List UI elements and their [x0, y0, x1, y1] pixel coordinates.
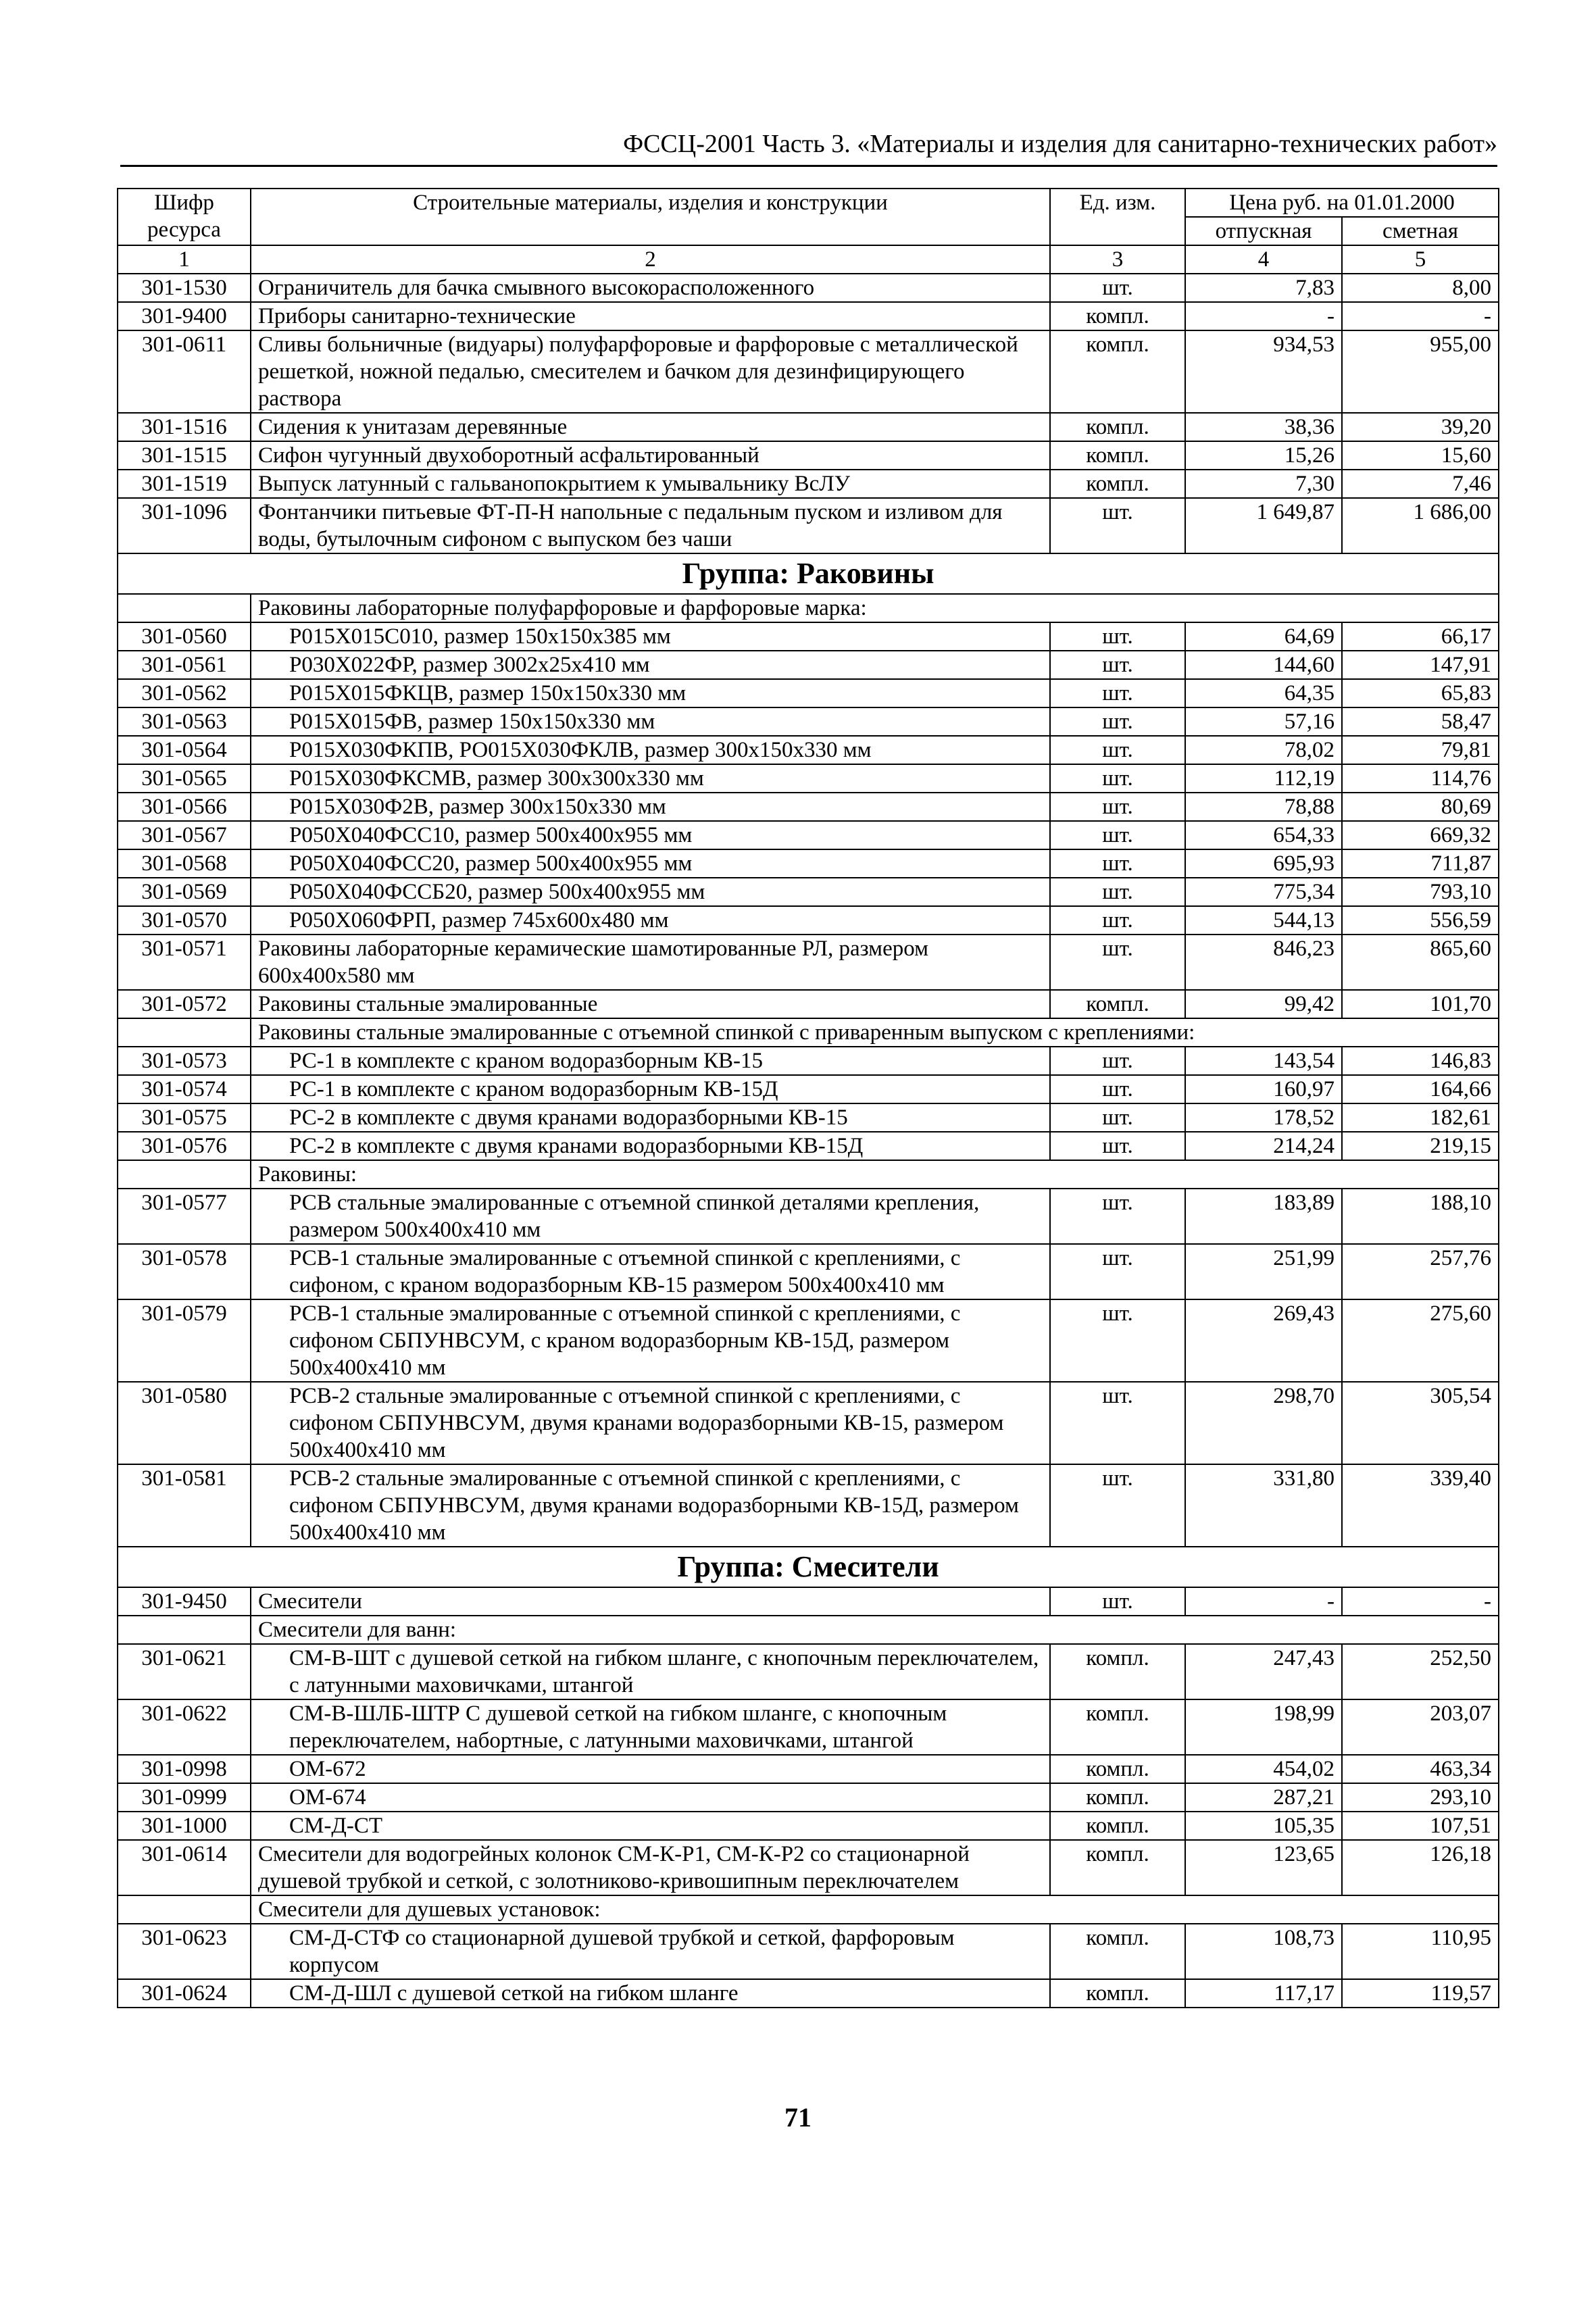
resource-code: 301-0581 [118, 1464, 251, 1547]
resource-code: 301-0568 [118, 849, 251, 878]
resource-code: 301-0569 [118, 878, 251, 906]
price-estimate: 339,40 [1342, 1464, 1499, 1547]
price-release: 7,83 [1185, 274, 1342, 302]
item-name: Р050Х040ФСС20, размер 500x400x955 мм [251, 849, 1050, 878]
unit: шт. [1050, 793, 1185, 821]
table-row [118, 707, 1499, 736]
price-estimate: - [1342, 1587, 1499, 1616]
unit: компл. [1050, 1699, 1185, 1755]
item-name: РСВ-1 стальные эмалированные с отъемной спинкой с креплениями, с сифоном СБПУНВСУМ, с краном водоразборным КВ-15Д, размером 500x400x410 мм [251, 1299, 1050, 1382]
resource-code: 301-0575 [118, 1103, 251, 1132]
table-row [118, 1783, 1499, 1812]
price-estimate: 219,15 [1342, 1132, 1499, 1160]
subheader-row [118, 1018, 1499, 1047]
item-name: Р015Х015С010, размер 150x150x385 мм [251, 622, 1050, 651]
price-estimate: 955,00 [1342, 330, 1499, 413]
col-price-estimate-header: сметная [1342, 217, 1499, 245]
price-estimate: 164,66 [1342, 1075, 1499, 1103]
price-release: 160,97 [1185, 1075, 1342, 1103]
header-rule [120, 165, 1497, 167]
unit: шт. [1050, 1382, 1185, 1464]
unit: компл. [1050, 990, 1185, 1018]
unit: шт. [1050, 821, 1185, 849]
item-name: ОМ-672 [251, 1755, 1050, 1783]
price-estimate: 556,59 [1342, 906, 1499, 935]
unit: компл. [1050, 470, 1185, 498]
unit: шт. [1050, 622, 1185, 651]
table-row [118, 1812, 1499, 1840]
price-estimate: 114,76 [1342, 764, 1499, 793]
item-name: РС-1 в комплекте с краном водоразборным КВ-15Д [251, 1075, 1050, 1103]
col-number: 4 [1185, 245, 1342, 274]
table-row [118, 1587, 1499, 1616]
resource-code: 301-9450 [118, 1587, 251, 1616]
table-row [118, 906, 1499, 935]
price-release: 108,73 [1185, 1924, 1342, 1979]
unit: шт. [1050, 849, 1185, 878]
price-release: 78,88 [1185, 793, 1342, 821]
table-row [118, 498, 1499, 553]
item-name: Ограничитель для бачка смывного высокорасположенного [251, 274, 1050, 302]
table-row [118, 1840, 1499, 1895]
col-code-header: Шифр ресурса [118, 189, 251, 245]
item-name: Р015Х015ФВ, размер 150x150x330 мм [251, 707, 1050, 736]
unit: шт. [1050, 274, 1185, 302]
table-row [118, 1299, 1499, 1382]
price-estimate: 1 686,00 [1342, 498, 1499, 553]
page-header: ФССЦ-2001 Часть 3. «Материалы и изделия для санитарно-технических работ» [623, 130, 1497, 158]
price-estimate: 252,50 [1342, 1644, 1499, 1699]
subheader-text: Раковины лабораторные полуфарфоровые и фарфоровые марка: [251, 594, 1499, 622]
unit: шт. [1050, 1047, 1185, 1075]
price-release: 775,34 [1185, 878, 1342, 906]
item-name: ОМ-674 [251, 1783, 1050, 1812]
table-row [118, 935, 1499, 990]
resource-code: 301-0576 [118, 1132, 251, 1160]
resource-code: 301-0577 [118, 1189, 251, 1244]
empty-code-cell [118, 1616, 251, 1644]
price-estimate: 101,70 [1342, 990, 1499, 1018]
table-row [118, 1075, 1499, 1103]
price-estimate: 15,60 [1342, 441, 1499, 470]
unit: компл. [1050, 1812, 1185, 1840]
price-estimate: 8,00 [1342, 274, 1499, 302]
unit: компл. [1050, 330, 1185, 413]
price-release: 117,17 [1185, 1979, 1342, 2008]
unit: шт. [1050, 679, 1185, 707]
item-name: Раковины лабораторные керамические шамотированные РЛ, размером 600x400x580 мм [251, 935, 1050, 990]
table-row [118, 1644, 1499, 1699]
price-release: 7,30 [1185, 470, 1342, 498]
resource-code: 301-1516 [118, 413, 251, 441]
price-estimate: 188,10 [1342, 1189, 1499, 1244]
unit: компл. [1050, 1783, 1185, 1812]
table-body [118, 274, 1499, 2008]
subheader-row [118, 594, 1499, 622]
price-estimate: 146,83 [1342, 1047, 1499, 1075]
price-release: 269,43 [1185, 1299, 1342, 1382]
resource-code: 301-0565 [118, 764, 251, 793]
unit: шт. [1050, 707, 1185, 736]
resource-code: 301-1515 [118, 441, 251, 470]
resource-code: 301-0621 [118, 1644, 251, 1699]
table-row [118, 849, 1499, 878]
table-row [118, 1382, 1499, 1464]
table-row [118, 764, 1499, 793]
col-number: 2 [251, 245, 1050, 274]
unit: шт. [1050, 1464, 1185, 1547]
price-estimate: 669,32 [1342, 821, 1499, 849]
item-name: Р015Х030ФКСМВ, размер 300x300x330 мм [251, 764, 1050, 793]
price-release: 183,89 [1185, 1189, 1342, 1244]
item-name: РСВ-1 стальные эмалированные с отъемной спинкой с креплениями, с сифоном, с краном водоразборным КВ-15 размером 500x400x410 мм [251, 1244, 1050, 1299]
resource-code: 301-0561 [118, 651, 251, 679]
item-name: Сливы больничные (видуары) полуфарфоровые и фарфоровые с металлической решеткой, ножной педалью, смесителем и бачком для дезинфицирующего раствора [251, 330, 1050, 413]
price-release: 287,21 [1185, 1783, 1342, 1812]
unit: шт. [1050, 764, 1185, 793]
table-row [118, 679, 1499, 707]
resource-code: 301-0578 [118, 1244, 251, 1299]
group-title: Группа: Смесители [118, 1547, 1499, 1587]
resource-code: 301-1519 [118, 470, 251, 498]
item-name: Приборы санитарно-технические [251, 302, 1050, 330]
price-release: - [1185, 302, 1342, 330]
item-name: Смесители [251, 1587, 1050, 1616]
unit: шт. [1050, 1075, 1185, 1103]
resource-code: 301-0566 [118, 793, 251, 821]
col-number: 3 [1050, 245, 1185, 274]
unit: шт. [1050, 736, 1185, 764]
resource-code: 301-9400 [118, 302, 251, 330]
price-estimate: 147,91 [1342, 651, 1499, 679]
table-row [118, 413, 1499, 441]
price-estimate: 793,10 [1342, 878, 1499, 906]
price-estimate: 79,81 [1342, 736, 1499, 764]
price-estimate: 66,17 [1342, 622, 1499, 651]
empty-code-cell [118, 1895, 251, 1924]
resource-code: 301-0573 [118, 1047, 251, 1075]
price-release: 64,69 [1185, 622, 1342, 651]
table-row [118, 302, 1499, 330]
unit: шт. [1050, 906, 1185, 935]
table-row [118, 1924, 1499, 1979]
resource-code: 301-0570 [118, 906, 251, 935]
unit: шт. [1050, 878, 1185, 906]
table-row [118, 441, 1499, 470]
price-release: 15,26 [1185, 441, 1342, 470]
unit: шт. [1050, 1587, 1185, 1616]
price-release: 331,80 [1185, 1464, 1342, 1547]
price-release: 57,16 [1185, 707, 1342, 736]
item-name: РС-1 в комплекте с краном водоразборным КВ-15 [251, 1047, 1050, 1075]
table-row [118, 990, 1499, 1018]
price-estimate: 126,18 [1342, 1840, 1499, 1895]
item-name: РС-2 в комплекте с двумя кранами водоразборными КВ-15Д [251, 1132, 1050, 1160]
resource-code: 301-0999 [118, 1783, 251, 1812]
table-row [118, 1132, 1499, 1160]
item-name: СМ-Д-СТ [251, 1812, 1050, 1840]
item-name: Выпуск латунный с гальванопокрытием к умывальнику ВсЛУ [251, 470, 1050, 498]
empty-code-cell [118, 1160, 251, 1189]
price-estimate: 119,57 [1342, 1979, 1499, 2008]
unit: шт. [1050, 498, 1185, 553]
price-release: 144,60 [1185, 651, 1342, 679]
price-estimate: 110,95 [1342, 1924, 1499, 1979]
table-row [118, 793, 1499, 821]
item-name: Сифон чугунный двухоборотный асфальтированный [251, 441, 1050, 470]
price-release: 38,36 [1185, 413, 1342, 441]
item-name: РСВ-2 стальные эмалированные с отъемной спинкой с креплениями, с сифоном СБПУНВСУМ, двумя кранами водоразборными КВ-15Д, размером 500x400x410 мм [251, 1464, 1050, 1547]
item-name: СМ-Д-ШЛ с душевой сеткой на гибком шланге [251, 1979, 1050, 2008]
page-number: 71 [784, 2102, 812, 2133]
item-name: Р015Х030Ф2В, размер 300x150x330 мм [251, 793, 1050, 821]
item-name: Р050Х060ФРП, размер 745x600x480 мм [251, 906, 1050, 935]
subheader-row [118, 1895, 1499, 1924]
unit: компл. [1050, 1755, 1185, 1783]
unit: шт. [1050, 1132, 1185, 1160]
col-unit-header: Ед. изм. [1050, 189, 1185, 245]
unit: шт. [1050, 1189, 1185, 1244]
price-release: 198,99 [1185, 1699, 1342, 1755]
price-estimate: 293,10 [1342, 1783, 1499, 1812]
resource-code: 301-0571 [118, 935, 251, 990]
item-name: СМ-В-ШЛБ-ШТР С душевой сеткой на гибком шланге, с кнопочным переключателем, набортные, с латунными маховичками, штангой [251, 1699, 1050, 1755]
item-name: Сидения к унитазам деревянные [251, 413, 1050, 441]
unit: шт. [1050, 1103, 1185, 1132]
unit: компл. [1050, 441, 1185, 470]
price-estimate: 58,47 [1342, 707, 1499, 736]
subheader-text: Смесители для ванн: [251, 1616, 1499, 1644]
price-estimate: 39,20 [1342, 413, 1499, 441]
resource-code: 301-0624 [118, 1979, 251, 2008]
subheader-row [118, 1616, 1499, 1644]
unit: компл. [1050, 1840, 1185, 1895]
unit: компл. [1050, 1979, 1185, 2008]
table-row [118, 1103, 1499, 1132]
price-estimate: 463,34 [1342, 1755, 1499, 1783]
price-release: 934,53 [1185, 330, 1342, 413]
item-name: РС-2 в комплекте с двумя кранами водоразборными КВ-15 [251, 1103, 1050, 1132]
item-name: Р015Х030ФКПВ, РО015Х030ФКЛВ, размер 300x150x330 мм [251, 736, 1050, 764]
price-release: 178,52 [1185, 1103, 1342, 1132]
unit: шт. [1050, 1244, 1185, 1299]
price-release: 143,54 [1185, 1047, 1342, 1075]
item-name: РСВ-2 стальные эмалированные с отъемной спинкой с креплениями, с сифоном СБПУНВСУМ, двумя кранами водоразборными КВ-15, размером 500x400x410 мм [251, 1382, 1050, 1464]
table-row [118, 1979, 1499, 2008]
table-row [118, 622, 1499, 651]
unit: компл. [1050, 302, 1185, 330]
unit: шт. [1050, 651, 1185, 679]
resource-code: 301-0611 [118, 330, 251, 413]
group-row [118, 1547, 1499, 1587]
resource-code: 301-0574 [118, 1075, 251, 1103]
resource-code: 301-0998 [118, 1755, 251, 1783]
resource-code: 301-0622 [118, 1699, 251, 1755]
item-name: СМ-В-ШТ с душевой сеткой на гибком шланге, с кнопочным переключателем, с латунными маховичками, штангой [251, 1644, 1050, 1699]
unit: компл. [1050, 413, 1185, 441]
col-name-header: Строительные материалы, изделия и конструкции [251, 189, 1050, 245]
price-release: 105,35 [1185, 1812, 1342, 1840]
price-release: 654,33 [1185, 821, 1342, 849]
price-estimate: 305,54 [1342, 1382, 1499, 1464]
price-release: 78,02 [1185, 736, 1342, 764]
table-row [118, 878, 1499, 906]
price-estimate: 7,46 [1342, 470, 1499, 498]
item-name: Р050Х040ФССБ20, размер 500x400x955 мм [251, 878, 1050, 906]
resource-code: 301-0580 [118, 1382, 251, 1464]
item-name: СМ-Д-СТФ со стационарной душевой трубкой и сеткой, фарфоровым корпусом [251, 1924, 1050, 1979]
col-price-header: Цена руб. на 01.01.2000 [1185, 189, 1499, 217]
price-release: - [1185, 1587, 1342, 1616]
table-row [118, 470, 1499, 498]
col-number: 1 [118, 245, 251, 274]
price-release: 695,93 [1185, 849, 1342, 878]
table-row [118, 1699, 1499, 1755]
table-row [118, 651, 1499, 679]
table-row [118, 330, 1499, 413]
price-release: 112,19 [1185, 764, 1342, 793]
price-release: 544,13 [1185, 906, 1342, 935]
price-table [117, 188, 1499, 2008]
price-estimate: 711,87 [1342, 849, 1499, 878]
resource-code: 301-0564 [118, 736, 251, 764]
price-estimate: 107,51 [1342, 1812, 1499, 1840]
price-release: 123,65 [1185, 1840, 1342, 1895]
col-price-release-header: отпускная [1185, 217, 1342, 245]
price-estimate: 257,76 [1342, 1244, 1499, 1299]
unit: шт. [1050, 935, 1185, 990]
table-row [118, 736, 1499, 764]
price-release: 298,70 [1185, 1382, 1342, 1464]
group-row [118, 553, 1499, 594]
item-name: Фонтанчики питьевые ФТ-П-Н напольные с педальным пуском и изливом для воды, бутылочным сифоном с выпуском без чаши [251, 498, 1050, 553]
price-estimate: 275,60 [1342, 1299, 1499, 1382]
table-row [118, 821, 1499, 849]
price-release: 99,42 [1185, 990, 1342, 1018]
unit: компл. [1050, 1644, 1185, 1699]
price-release: 214,24 [1185, 1132, 1342, 1160]
item-name: РСВ стальные эмалированные с отъемной спинкой деталями крепления, размером 500x400x410 мм [251, 1189, 1050, 1244]
subheader-text: Раковины стальные эмалированные с отъемной спинкой с приваренным выпуском с креплениями: [251, 1018, 1499, 1047]
price-release: 454,02 [1185, 1755, 1342, 1783]
resource-code: 301-0572 [118, 990, 251, 1018]
price-estimate: 65,83 [1342, 679, 1499, 707]
price-release: 251,99 [1185, 1244, 1342, 1299]
resource-code: 301-1000 [118, 1812, 251, 1840]
unit: шт. [1050, 1299, 1185, 1382]
resource-code: 301-1530 [118, 274, 251, 302]
price-estimate: 203,07 [1342, 1699, 1499, 1755]
subheader-text: Смесители для душевых установок: [251, 1895, 1499, 1924]
subheader-row [118, 1160, 1499, 1189]
resource-code: 301-0562 [118, 679, 251, 707]
unit: компл. [1050, 1924, 1185, 1979]
table-row [118, 1244, 1499, 1299]
resource-code: 301-1096 [118, 498, 251, 553]
price-estimate: 865,60 [1342, 935, 1499, 990]
empty-code-cell [118, 594, 251, 622]
table-row [118, 1755, 1499, 1783]
resource-code: 301-0614 [118, 1840, 251, 1895]
price-estimate: 80,69 [1342, 793, 1499, 821]
table-row [118, 274, 1499, 302]
resource-code: 301-0567 [118, 821, 251, 849]
table-row [118, 1189, 1499, 1244]
item-name: Раковины стальные эмалированные [251, 990, 1050, 1018]
item-name: Р015Х015ФКЦВ, размер 150x150x330 мм [251, 679, 1050, 707]
empty-code-cell [118, 1018, 251, 1047]
subheader-text: Раковины: [251, 1160, 1499, 1189]
resource-code: 301-0623 [118, 1924, 251, 1979]
price-release: 64,35 [1185, 679, 1342, 707]
price-release: 247,43 [1185, 1644, 1342, 1699]
resource-code: 301-0579 [118, 1299, 251, 1382]
item-name: Р050Х040ФСС10, размер 500x400x955 мм [251, 821, 1050, 849]
table-row [118, 1047, 1499, 1075]
price-estimate: 182,61 [1342, 1103, 1499, 1132]
price-release: 846,23 [1185, 935, 1342, 990]
col-number: 5 [1342, 245, 1499, 274]
resource-code: 301-0563 [118, 707, 251, 736]
group-title: Группа: Раковины [118, 553, 1499, 594]
item-name: Р030Х022ФР, размер 3002x25x410 мм [251, 651, 1050, 679]
resource-code: 301-0560 [118, 622, 251, 651]
item-name: Смесители для водогрейных колонок СМ-К-Р1, СМ-К-Р2 со стационарной душевой трубкой и сеткой, с золотниково-кривошипным переключателем [251, 1840, 1050, 1895]
price-estimate: - [1342, 302, 1499, 330]
table-row [118, 1464, 1499, 1547]
price-release: 1 649,87 [1185, 498, 1342, 553]
